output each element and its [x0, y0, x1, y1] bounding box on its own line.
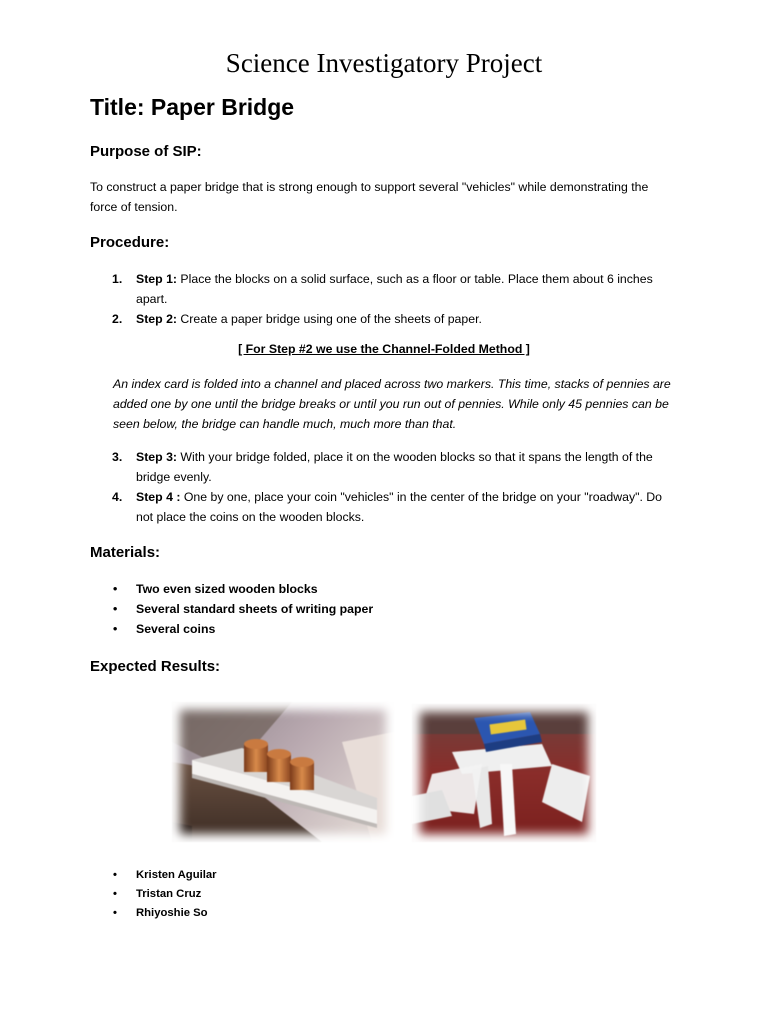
step-text: Place the blocks on a solid surface, such as a floor or table. Place them about 6 inches apart.: [136, 272, 653, 306]
step-label: Step 3:: [136, 450, 177, 464]
purpose-text: To construct a paper bridge that is strong enough to support several "vehicles" while demonstrating the force of tension.: [90, 180, 649, 214]
materials-item: • Several standard sheets of writing paper: [113, 599, 633, 619]
bullet-icon: •: [113, 602, 118, 616]
paper-bridge-illustration: [412, 704, 596, 842]
bullet-icon: •: [113, 582, 118, 596]
author-name: • Tristan Cruz: [113, 885, 633, 904]
materials-item: • Several coins: [113, 619, 633, 639]
step-text: One by one, place your coin "vehicles" in the center of the bridge on your "roadway". Do not place the coins on the wooden blocks.: [136, 490, 663, 524]
procedure-step: [112, 309, 678, 329]
step-label: Step 2:: [136, 312, 177, 326]
step-text: Create a paper bridge using one of the sheets of paper.: [177, 312, 482, 326]
procedure-steps-list: [112, 269, 678, 329]
expected-results-heading: Expected Results:: [90, 658, 221, 675]
materials-list: [113, 579, 633, 639]
author-name: • Rhiyoshie So: [113, 904, 633, 923]
method-note: [ For Step #2 we use the Channel-Folded Method ]: [238, 342, 530, 356]
purpose-heading: Purpose of SIP:: [90, 143, 202, 160]
bullet-icon: •: [113, 888, 117, 900]
bullet-icon: •: [113, 622, 118, 636]
step-number: 2.: [112, 312, 123, 326]
coin-bridge-photo: [172, 702, 394, 842]
step-label: Step 1:: [136, 272, 177, 286]
authors-list: [113, 866, 633, 923]
project-title: Title: Paper Bridge: [90, 94, 295, 120]
procedure-step: [112, 487, 678, 527]
method-description: An index card is folded into a channel and placed across two markers. This time, stacks of pennies are added one by one until the bridge breaks or until you run out of pennies. While only 45 pennies can be seen below, the bridge can handle much, much more than that.: [113, 377, 671, 431]
step-number: 3.: [112, 450, 123, 464]
step-label: Step 4 :: [136, 490, 181, 504]
procedure-steps-list-continued: [112, 447, 678, 527]
author-name: • Kristen Aguilar: [113, 866, 633, 885]
document-title: Science Investigatory Project: [225, 48, 543, 78]
procedure-step: [112, 447, 678, 487]
bullet-icon: •: [113, 869, 117, 881]
procedure-heading: Procedure:: [90, 234, 170, 251]
coin-bridge-illustration: [172, 702, 394, 842]
bullet-icon: •: [113, 907, 117, 919]
materials-heading: Materials:: [90, 544, 161, 561]
step-number: 1.: [112, 272, 123, 286]
step-text: With your bridge folded, place it on the wooden blocks so that it spans the length of the bridge evenly.: [136, 450, 653, 484]
step-number: 4.: [112, 490, 123, 504]
procedure-step: [112, 269, 678, 309]
paper-bridge-photo: [412, 704, 596, 842]
materials-item: • Two even sized wooden blocks: [113, 579, 633, 599]
